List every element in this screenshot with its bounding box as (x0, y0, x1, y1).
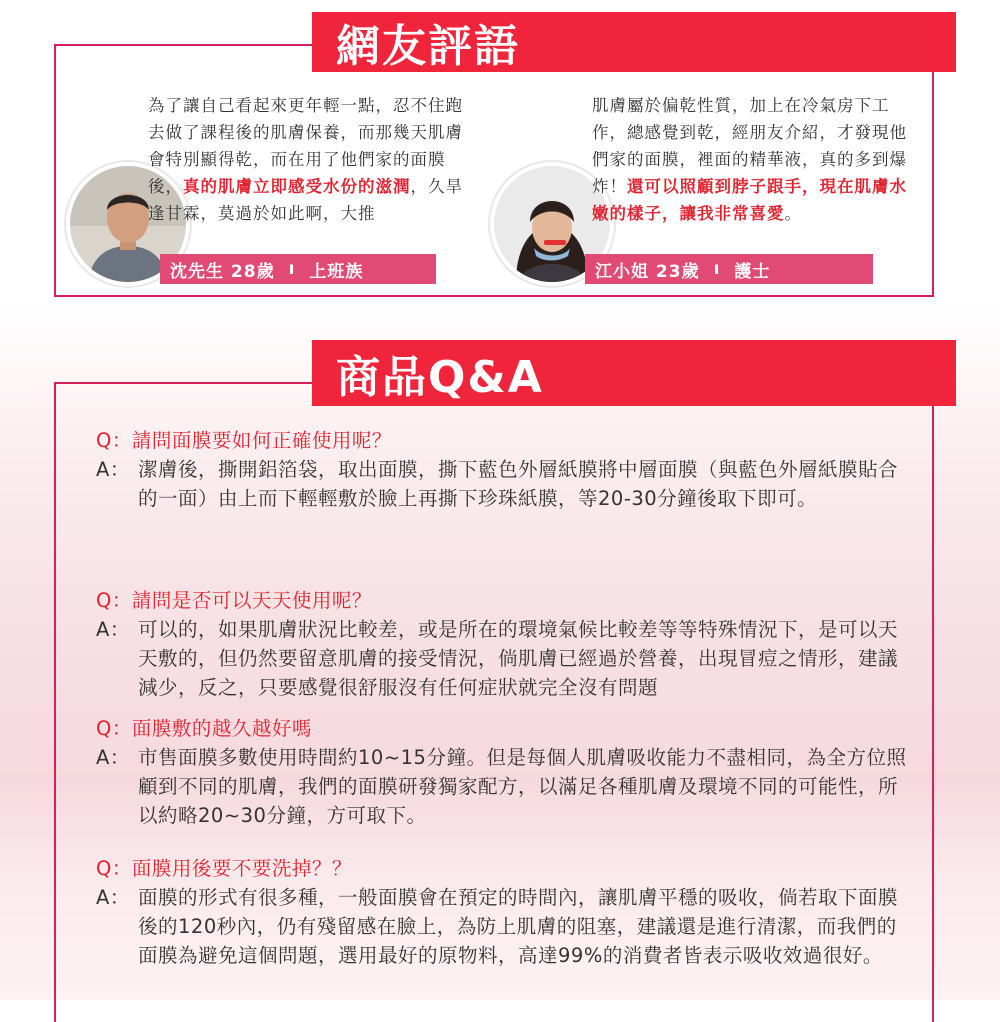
reviewer-left-name: 沈先生 28歲 (170, 261, 275, 282)
qa-item-4 (96, 854, 916, 970)
question-3: Q：面膜敷的越久越好嗎 (96, 717, 312, 740)
qa-item-2 (96, 586, 916, 702)
review-left-text: 為了讓自己看起來更年輕一點，忍不住跑去做了課程後的肌膚保養，而那幾天肌膚會特別顯得乾，而在用了他們家的面膜後，真的肌膚立即感受水份的滋潤，久旱逢甘霖，莫過於如此啊，大推 (148, 96, 463, 223)
answer-1: A： 潔膚後，撕開鋁箔袋，取出面膜，撕下藍色外層紙膜將中層面膜（與藍色外層紙膜貼合的一面）由上而下輕輕敷於臉上再撕下珍珠紙膜，等20-30分鐘後取下即可。 (96, 458, 899, 510)
reviewer-right-name: 江小姐 23歲 (595, 261, 700, 282)
reviewer-left-namebar (160, 254, 436, 284)
separator: ı (713, 259, 721, 279)
question-1: Q：請問面膜要如何正確使用呢？ (96, 429, 392, 452)
qa-item-1 (96, 426, 916, 513)
question-2: Q：請問是否可以天天使用呢？ (96, 589, 372, 612)
reviewer-right-job: 護士 (734, 261, 771, 282)
reviews-title: 網友評語 (336, 21, 520, 72)
answer-4: A： 面膜的形式有很多種，一般面膜會在預定的時間內，讓肌膚平穩的吸收，倘若取下面膜後的120秒內，仍有殘留感在臉上，為防上肌膚的阻塞，建議還是進行清潔，而我們的面膜為避免這個問題，選用最好的原物料，高達99%的消費者皆表示吸收效過很好。 (96, 886, 899, 967)
answer-3: A： 市售面膜多數使用時間約10~15分鐘。但是每個人肌膚吸收能力不盡相同，為全方位照顧到不同的肌膚，我們的面膜研發獨家配方，以滿足各種肌膚及環境不同的可能性，所以約略20~30分鐘，方可取下。 (96, 746, 907, 827)
reviewer-left-job: 上班族 (309, 261, 364, 282)
reviews-banner (312, 12, 956, 72)
review-right-text: 肌膚屬於偏乾性質，加上在冷氣房下工作，總感覺到乾，經朋友介紹，才發現他們家的面膜，裡面的精華液，真的多到爆炸！還可以照顧到脖子跟手，現在肌膚水嫩的樣子，讓我非常喜愛。 (592, 96, 907, 223)
qa-banner (312, 340, 956, 406)
reviewer-right-namebar (585, 254, 873, 284)
answer-2: A： 可以的，如果肌膚狀況比較差，或是所在的環境氣候比較差等等特殊情況下，是可以天天敷的，但仍然要留意肌膚的接受情況，倘肌膚已經過於營養，出現冒痘之情形，建議減少，反之，只要感覺很舒服沒有任何症狀就完全沒有問題 (96, 618, 899, 699)
question-4: Q：面膜用後要不要洗掉？？ (96, 857, 352, 880)
qa-title: 商品Q&A (336, 352, 544, 403)
separator: ı (288, 259, 296, 279)
qa-item-3 (96, 714, 916, 830)
